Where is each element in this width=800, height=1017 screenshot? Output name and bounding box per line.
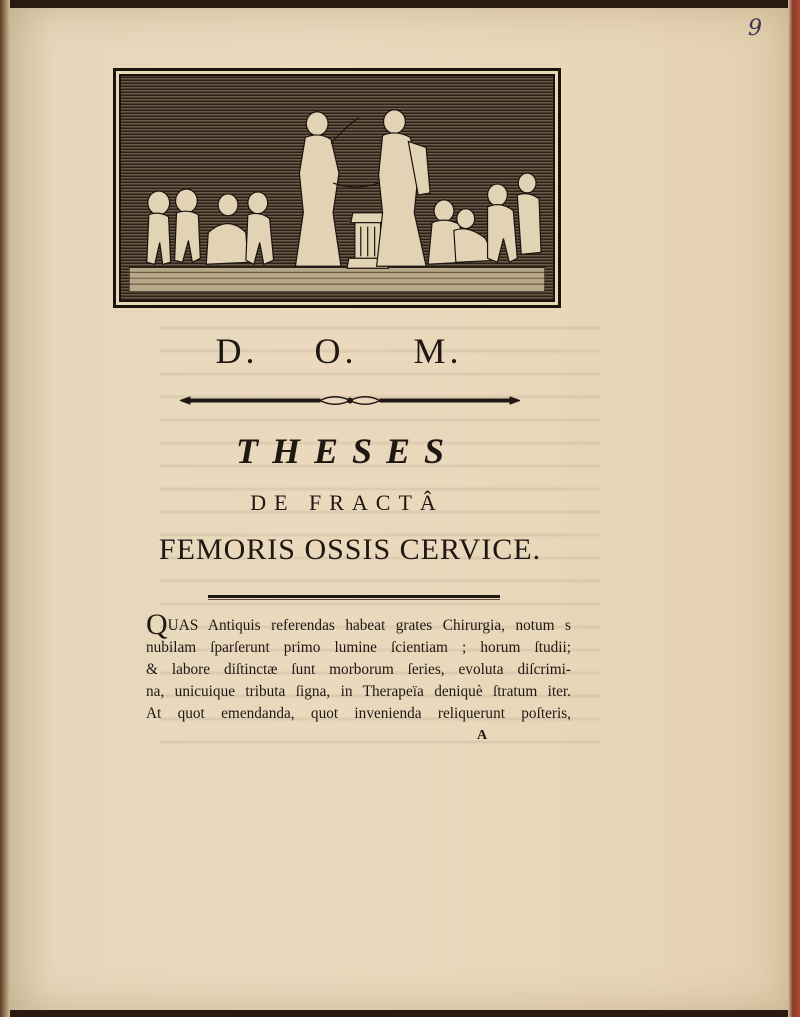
page-number: 9 [748,16,762,41]
page-fore-edge [788,0,800,1017]
dom-letter-d: D. [215,331,259,371]
theses-heading: THESES [235,431,459,471]
body-line-2: nubilam ſparſerunt primo lumine ſcientiam ; horum ſtudii; [146,639,571,656]
ornamental-rule [180,393,520,409]
dom-letter-o: O. [314,331,358,371]
engraved-vignette [113,68,561,308]
dedication-dom [0,330,678,372]
title-rule-thin [208,599,500,600]
body-line-4: na, unicuique tributa ſigna, in Therapeïa deniquè ſtratum iter. [146,683,571,700]
body-line-5: At quot emendanda, quot invenienda reliquerunt poſteris, [146,705,571,722]
subtitle-femoris: FEMORIS OSSIS CERVICE. [158,533,542,566]
body-paragraph [146,608,571,725]
body-line-3: & labore diſtinctæ ſunt morborum ſeries, evoluta diſcrimi- [146,661,571,678]
body-line-1: QUAS Antiquis referendas habeat grates Chirurgia, notum s [146,608,571,641]
drop-cap: Q [146,608,168,641]
dom-letter-m: M. [413,331,463,371]
title-rule [208,595,500,598]
signature-mark: A [477,728,488,743]
vignette-engraving-illustration [129,84,545,292]
subtitle-de-fracta: DE FRACTÂ [250,490,444,515]
